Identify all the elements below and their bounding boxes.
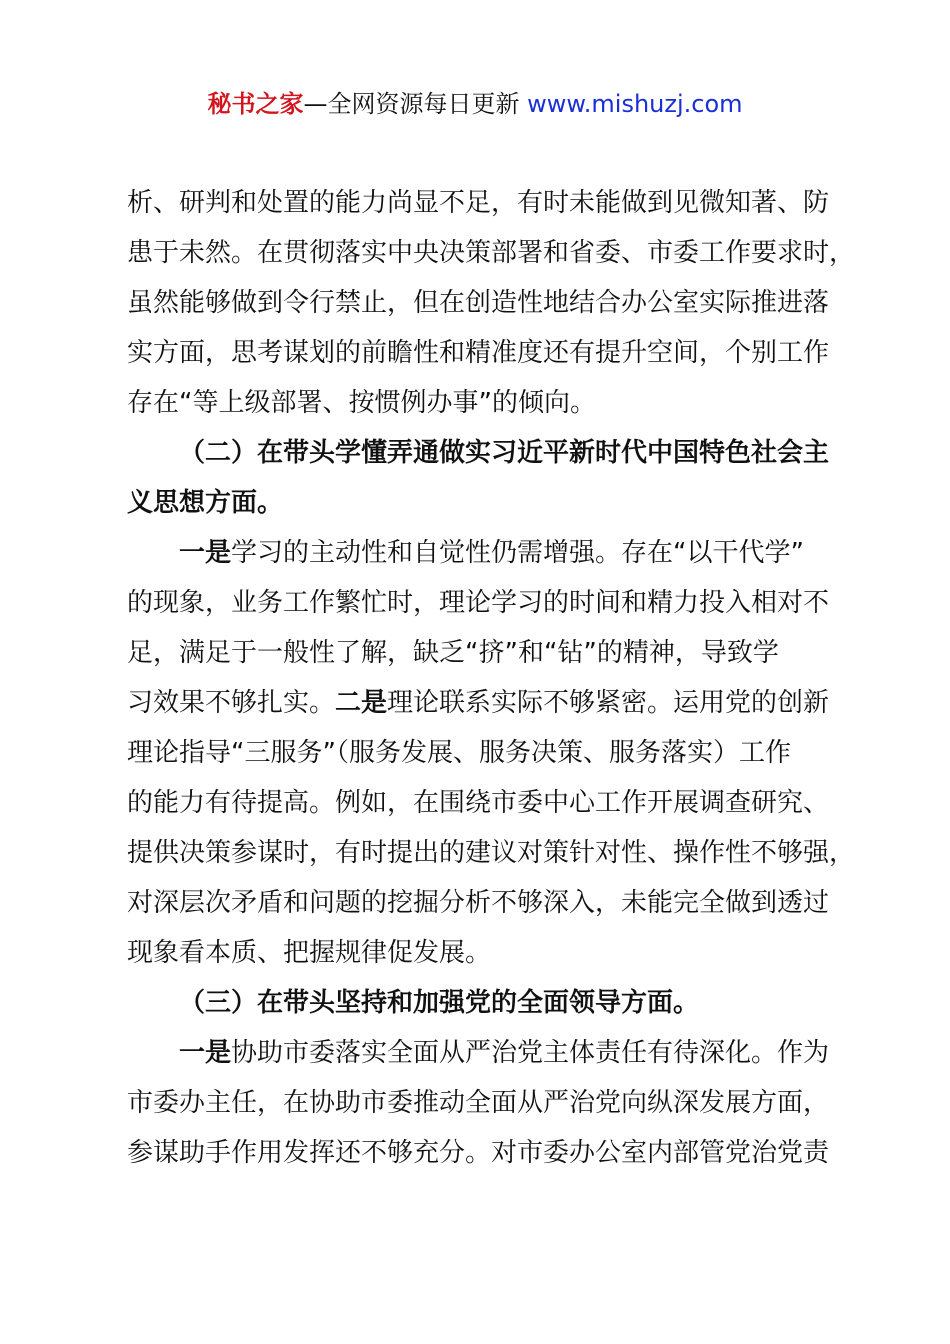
line-text: 的现象，业务工作繁忙时，理论学习的时间和精力投入相对不 <box>127 588 830 618</box>
line-text: （三）在带头坚持和加强党的全面领导方面。 <box>179 988 700 1018</box>
paragraph-line <box>127 778 857 828</box>
paragraph-line <box>127 1028 857 1078</box>
paragraph-line <box>127 328 857 378</box>
section-heading-line <box>127 978 857 1028</box>
section-heading-line <box>127 428 857 478</box>
site-header <box>0 86 950 122</box>
line-text: 习效果不够扎实。 <box>127 688 336 718</box>
paragraph-line <box>127 928 857 978</box>
lead-label: 一是 <box>179 538 232 568</box>
section-heading-line <box>127 478 857 528</box>
paragraph-line <box>127 378 857 428</box>
paragraph-line <box>127 228 857 278</box>
line-text: 实方面，思考谋划的前瞻性和精准度还有提升空间，个别工作 <box>127 338 830 368</box>
line-text: 现象看本质、把握规律促发展。 <box>127 938 492 968</box>
paragraph-line <box>127 528 857 578</box>
paragraph-line <box>127 728 857 778</box>
paragraph-line <box>127 678 857 728</box>
line-text: 析、研判和处置的能力尚显不足，有时未能做到见微知著、防 <box>127 188 830 218</box>
site-url-link[interactable]: www.mishuzj.com <box>527 90 743 118</box>
line-text: 患于未然。在贯彻落实中央决策部署和省委、市委工作要求时， <box>127 238 856 268</box>
line-text: 虽然能够做到令行禁止，但在创造性地结合办公室实际推进落 <box>127 288 830 318</box>
site-brand: 秘书之家 <box>207 90 304 118</box>
paragraph-line <box>127 628 857 678</box>
line-text: 学习的主动性和自觉性仍需增强。存在“以干代学” <box>231 538 804 568</box>
paragraph-line <box>127 878 857 928</box>
site-tagline: —全网资源每日更新 <box>303 90 528 118</box>
line-text: 理论指导“三服务”（服务发展、服务决策、服务落实）工作 <box>127 738 791 768</box>
line-text: 提供决策参谋时，有时提出的建议对策针对性、操作性不够强， <box>127 838 856 868</box>
line-text: （二）在带头学懂弄通做实习近平新时代中国特色社会主 <box>179 438 830 468</box>
lead-label: 二是 <box>335 688 388 718</box>
line-text: 对深层次矛盾和问题的挖掘分析不够深入，未能完全做到透过 <box>127 888 830 918</box>
line-text: 市委办主任，在协助市委推动全面从严治党向纵深发展方面， <box>127 1088 830 1118</box>
paragraph-line <box>127 278 857 328</box>
paragraph-line <box>127 1078 857 1128</box>
line-text: 协助市委落实全面从严治党主体责任有待深化。作为 <box>231 1038 830 1068</box>
line-text: 存在“等上级部署、按惯例办事”的倾向。 <box>127 388 596 418</box>
line-text: 的能力有待提高。例如，在围绕市委中心工作开展调查研究、 <box>127 788 830 818</box>
paragraph-line <box>127 578 857 628</box>
line-text: 理论联系实际不够紧密。运用党的创新 <box>387 688 830 718</box>
line-text: 义思想方面。 <box>127 488 284 518</box>
line-text: 足，满足于一般性了解，缺乏“挤”和“钻”的精神，导致学 <box>127 638 779 668</box>
paragraph-line <box>127 178 857 228</box>
paragraph-line <box>127 1128 857 1178</box>
document-body <box>127 178 857 1178</box>
lead-label: 一是 <box>179 1038 232 1068</box>
paragraph-line <box>127 828 857 878</box>
line-text: 参谋助手作用发挥还不够充分。对市委办公室内部管党治党责 <box>127 1138 830 1168</box>
